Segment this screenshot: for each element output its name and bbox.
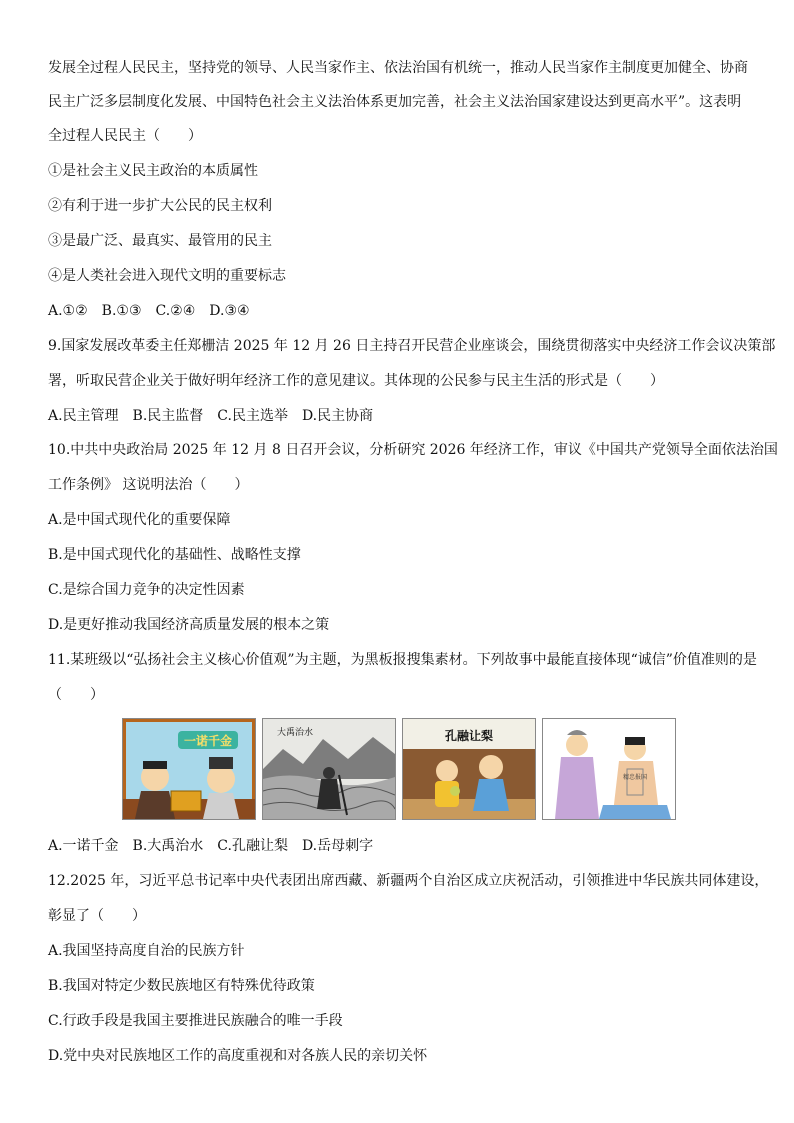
- answer-option-d: D.党中央对民族地区工作的高度重视和对各族人民的亲切关怀: [48, 1048, 428, 1064]
- illustration-caption-1: 一诺千金: [183, 734, 233, 748]
- illustration-kongrongrangli: [402, 718, 536, 820]
- question-10: 10.中共中央政治局 2025 年 12 月 8 日召开会议，分析研究 2026 年经济工作，审议《中国共产党领导全面依法治国: [48, 442, 778, 458]
- illustration-yinuoqianjin-art: [123, 719, 255, 819]
- answer-choices: A.民主管理 B.民主监督 C.民主选举 D.民主协商: [48, 408, 374, 424]
- answer-choices: A.一诺千金 B.大禹治水 C.孔融让梨 D.岳母刺字: [48, 838, 374, 854]
- text-line: 发展全过程人民民主，坚持党的领导、人民当家作主、依法治国有机统一，推动人民当家作主制度更加健全、协商: [48, 60, 748, 76]
- answer-option-a: A.我国坚持高度自治的民族方针: [48, 943, 245, 959]
- question-11: 11.某班级以“弘扬社会主义核心价值观”为主题，为黑板报搜集素材。下列故事中最能直接体现“诚信”价值准则的是: [48, 652, 757, 668]
- answer-option-c: C.是综合国力竞争的决定性因素: [48, 582, 245, 598]
- illustration-dayuzhishui-art: [263, 719, 395, 819]
- option-line: ④是人类社会进入现代文明的重要标志: [48, 268, 286, 284]
- illustration-caption-4: 精忠报国: [622, 774, 648, 781]
- illustration-dayuzhishui: [262, 718, 396, 820]
- text-line: 署，听取民营企业关于做好明年经济工作的意见建议。其体现的公民参与民主生活的形式是（ ）: [48, 373, 664, 389]
- illustration-caption-2: 大禹治水: [277, 728, 314, 738]
- answer-option-b: B.是中国式现代化的基础性、战略性支撑: [48, 547, 301, 563]
- option-line: ②有利于进一步扩大公民的民主权利: [48, 198, 272, 214]
- answer-option-c: C.行政手段是我国主要推进民族融合的唯一手段: [48, 1013, 343, 1029]
- story-illustrations: [122, 718, 676, 820]
- illustration-yinuoqianjin: [122, 718, 256, 820]
- illustration-yuemucizi: [542, 718, 676, 820]
- answer-option-d: D.是更好推动我国经济高质量发展的根本之策: [48, 617, 330, 633]
- answer-choices: A.①② B.①③ C.②④ D.③④: [48, 303, 250, 319]
- text-line: （ ）: [48, 687, 104, 703]
- text-line: 工作条例》 这说明法治（ ）: [48, 477, 249, 493]
- question-9: 9.国家发展改革委主任郑栅洁 2025 年 12 月 26 日主持召开民营企业座谈会，围绕贯彻落实中央经济工作会议决策部: [48, 338, 776, 354]
- option-line: ③是最广泛、最真实、最管用的民主: [48, 233, 272, 249]
- text-line: 彰显了（ ）: [48, 908, 146, 924]
- answer-option-a: A.是中国式现代化的重要保障: [48, 512, 231, 528]
- text-line: 民主广泛多层制度化发展、中国特色社会主义法治体系更加完善，社会主义法治国家建设达到更高水平”。这表明: [48, 94, 742, 110]
- text-line: 全过程人民民主（ ）: [48, 128, 202, 144]
- illustration-kongrongrangli-art: [403, 719, 535, 819]
- answer-option-b: B.我国对特定少数民族地区有特殊优待政策: [48, 978, 315, 994]
- option-line: ①是社会主义民主政治的本质属性: [48, 163, 258, 179]
- question-12: 12.2025 年，习近平总书记率中央代表团出席西藏、新疆两个自治区成立庆祝活动，引领推进中华民族共同体建设，: [48, 873, 769, 889]
- illustration-caption-3: 孔融让梨: [444, 729, 494, 743]
- illustration-yuemucizi-art: [543, 719, 675, 819]
